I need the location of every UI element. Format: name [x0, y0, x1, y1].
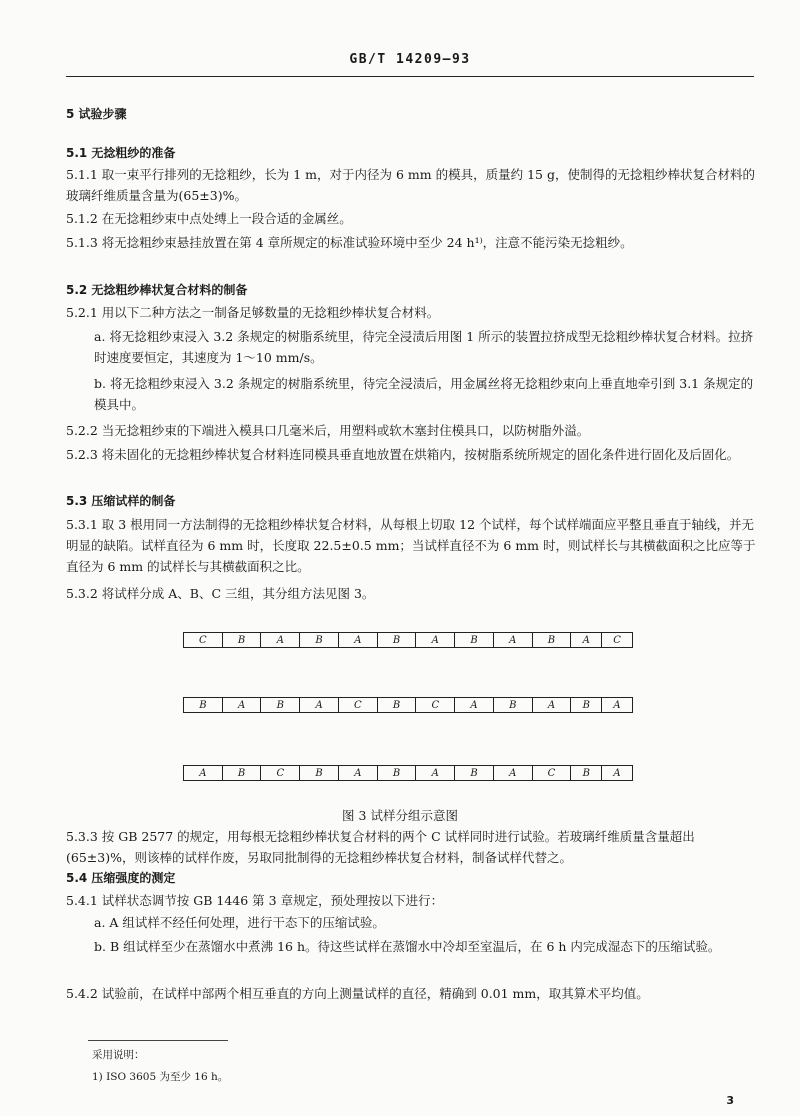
clause-5-2-2: 5.2.2 当无捻粗纱束的下端进入模具口几毫米后，用塑料或软木塞封住模具口，以防树脂外溢。 [66, 423, 590, 438]
section-5-1-heading: 5.1 无捻粗纱的准备 [66, 146, 176, 160]
section-5-2-heading: 5.2 无捻粗纱棒状复合材料的制备 [66, 283, 248, 297]
sample-cell: A [416, 633, 455, 647]
sample-cell: B [378, 698, 417, 712]
clause-5-1-2: 5.1.2 在无捻粗纱束中点处缚上一段合适的金属丝。 [66, 211, 352, 226]
sample-cell: B [223, 766, 262, 780]
section-5-4-heading: 5.4 压缩强度的测定 [66, 871, 176, 885]
clause-5-2-1-a: a. 将无捻粗纱束浸入 3.2 条规定的树脂系统里，待完全浸渍后用图 1 所示的装置拉挤成型无捻粗纱棒状复合材料。拉挤时速度要恒定，其速度为 1～10 mm/s。 [94, 329, 754, 365]
sample-cell: B [455, 633, 494, 647]
clause-5-4-1: 5.4.1 试样状态调节按 GB 1446 第 3 章规定，预处理按以下进行： [66, 893, 444, 908]
sample-cell: A [261, 633, 300, 647]
sample-cell: A [455, 698, 494, 712]
sample-cell: A [494, 633, 533, 647]
clause-5-2-1: 5.2.1 用以下二种方法之一制备足够数量的无捻粗纱棒状复合材料。 [66, 305, 440, 320]
sample-cell: B [300, 766, 339, 780]
sample-cell: B [261, 698, 300, 712]
sample-cell: B [455, 766, 494, 780]
sample-cell: A [184, 766, 223, 780]
section-5-3-heading: 5.3 压缩试样的制备 [66, 494, 176, 508]
sample-cell: B [571, 766, 602, 780]
sample-cell: A [494, 766, 533, 780]
sample-cell: A [300, 698, 339, 712]
clause-5-4-2: 5.4.2 试验前，在试样中部两个相互垂直的方向上测量试样的直径，精确到 0.01 mm，取其算术平均值。 [66, 986, 649, 1001]
clause-5-1-3: 5.1.3 将无捻粗纱束悬挂放置在第 4 章所规定的标准试验环境中至少 24 h¹⁾，注意不能污染无捻粗纱。 [66, 235, 633, 250]
clause-5-4-1-a: a. A 组试样不经任何处理，进行干态下的压缩试验。 [94, 915, 385, 930]
sample-row-1 [183, 632, 633, 648]
clause-5-3-1: 5.3.1 取 3 根用同一方法制得的无捻粗纱棒状复合材料，从每根上切取 12 个试样，每个试样端面应平整且垂直于轴线，并无明显的缺陷。试样直径为 6 mm 时，长度取 22.5±0.5 mm；当试样直径不为 6 mm 时，则试样长与其横截面积之比应等于直径为 6 mm 的试样长与其横截面积之比。 [66, 517, 756, 574]
clause-5-2-3: 5.2.3 将未固化的无捻粗纱棒状复合材料连同模具垂直地放置在烘箱内，按树脂系统所规定的固化条件进行固化及后固化。 [66, 447, 740, 462]
clause-5-1-1: 5.1.1 取一束平行排列的无捻粗纱，长为 1 m，对于内径为 6 mm 的模具，质量约 15 g，使制得的无捻粗纱棒状复合材料的玻璃纤维质量含量为(65±3)%。 [66, 167, 755, 203]
header-rule [66, 76, 754, 77]
footnote-title: 采用说明： [92, 1049, 145, 1061]
clause-5-3-2: 5.3.2 将试样分成 A、B、C 三组，其分组方法见图 3。 [66, 586, 375, 601]
sample-cell: C [184, 633, 223, 647]
clause-5-4-1-b: b. B 组试样至少在蒸馏水中煮沸 16 h。待这些试样在蒸馏水中冷却至室温后，在 6 h 内完成湿态下的压缩试验。 [94, 939, 721, 954]
sample-cell: B [494, 698, 533, 712]
sample-cell: C [416, 698, 455, 712]
sample-cell: A [339, 766, 378, 780]
sample-cell: C [339, 698, 378, 712]
sample-cell: B [300, 633, 339, 647]
sample-row-2 [183, 697, 633, 713]
sample-cell: B [184, 698, 223, 712]
sample-cell: C [261, 766, 300, 780]
footnote-1: 1) ISO 3605 为至少 16 h。 [92, 1071, 229, 1083]
sample-cell: B [378, 766, 417, 780]
sample-cell: B [378, 633, 417, 647]
section-5-heading: 5 试验步骤 [66, 107, 127, 121]
sample-cell: C [613, 634, 621, 646]
standard-header: GB/T 14209—93 [349, 52, 471, 67]
sample-cell: A [613, 767, 621, 779]
sample-cell: C [533, 766, 572, 780]
sample-cell: A [223, 698, 262, 712]
sample-cell: A [571, 633, 602, 647]
page-number: 3 [726, 1094, 734, 1107]
sample-cell: A [416, 766, 455, 780]
sample-cell: A [613, 699, 621, 711]
sample-row-3 [183, 765, 633, 781]
clause-5-3-3: 5.3.3 按 GB 2577 的规定，用每根无捻粗纱棒状复合材料的两个 C 试样同时进行试验。若玻璃纤维质量含量超出(65±3)%，则该棒的试样作废，另取同批制得的无捻粗纱棒状复合材料，制备试样代替之。 [66, 829, 695, 865]
sample-cell: A [339, 633, 378, 647]
sample-cell: B [223, 633, 262, 647]
sample-cell: B [533, 633, 572, 647]
clause-5-2-1-b: b. 将无捻粗纱束浸入 3.2 条规定的树脂系统里，待完全浸渍后，用金属丝将无捻粗纱束向上垂直地牵引到 3.1 条规定的模具中。 [94, 376, 754, 412]
sample-cell: A [533, 698, 572, 712]
figure-3-caption: 图 3 试样分组示意图 [342, 808, 458, 823]
footnote-rule [88, 1040, 228, 1041]
sample-cell: B [571, 698, 602, 712]
